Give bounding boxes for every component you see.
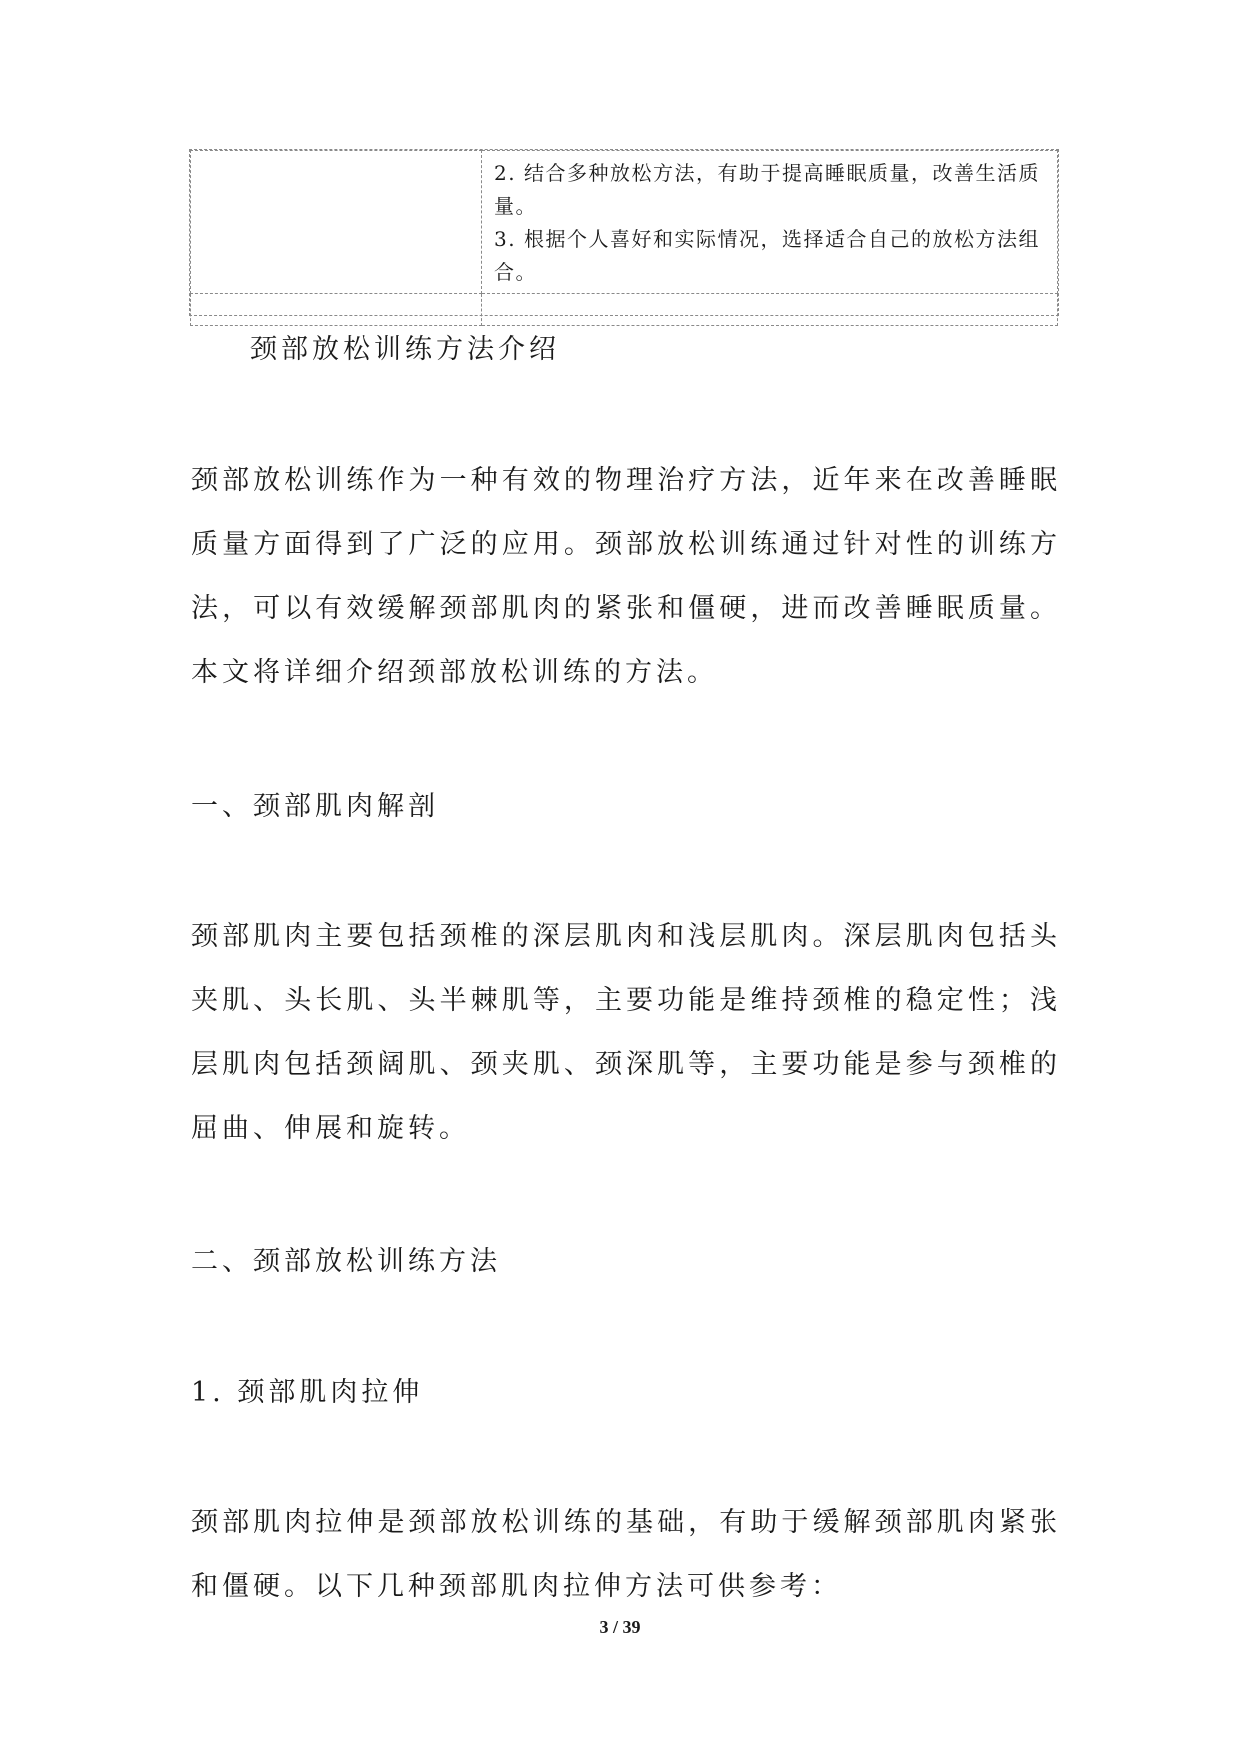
table-cell-left [191,294,482,326]
section-title: 颈部放松训练方法介绍 [250,334,560,365]
page-number: 3 / 39 [599,1617,641,1637]
table-row [191,151,1058,294]
table-item-2: 2. 结合多种放松方法，有助于提高睡眠质量，改善生活质量。 [494,161,1040,218]
summary-table [189,149,1059,316]
heading-neck-stretch: 1. 颈部肌肉拉伸 [191,1377,424,1408]
heading-training-methods: 二、颈部放松训练方法 [191,1246,501,1277]
table-row [191,294,1058,326]
paragraph-neck-stretch: 颈部肌肉拉伸是颈部放松训练的基础，有助于缓解颈部肌肉紧张和僵硬。以下几种颈部肌肉拉伸方法可供参考： [191,1507,1061,1602]
heading-muscle-anatomy: 一、颈部肌肉解剖 [191,791,439,822]
table-item-3: 3. 根据个人喜好和实际情况，选择适合自己的放松方法组合。 [494,227,1040,284]
table-cell-right [482,294,1058,326]
paragraph-muscle-anatomy: 颈部肌肉主要包括颈椎的深层肌肉和浅层肌肉。深层肌肉包括头夹肌、头长肌、头半棘肌等，主要功能是维持颈椎的稳定性；浅层肌肉包括颈阔肌、颈夹肌、颈深肌等，主要功能是参与颈椎的屈曲、伸展和旋转。 [191,921,1061,1144]
table-cell-right [482,151,1058,294]
intro-paragraph: 颈部放松训练作为一种有效的物理治疗方法，近年来在改善睡眠质量方面得到了广泛的应用。颈部放松训练通过针对性的训练方法，可以有效缓解颈部肌肉的紧张和僵硬，进而改善睡眠质量。本文将详细介绍颈部放松训练的方法。 [191,465,1061,688]
table-cell-left [191,151,482,294]
